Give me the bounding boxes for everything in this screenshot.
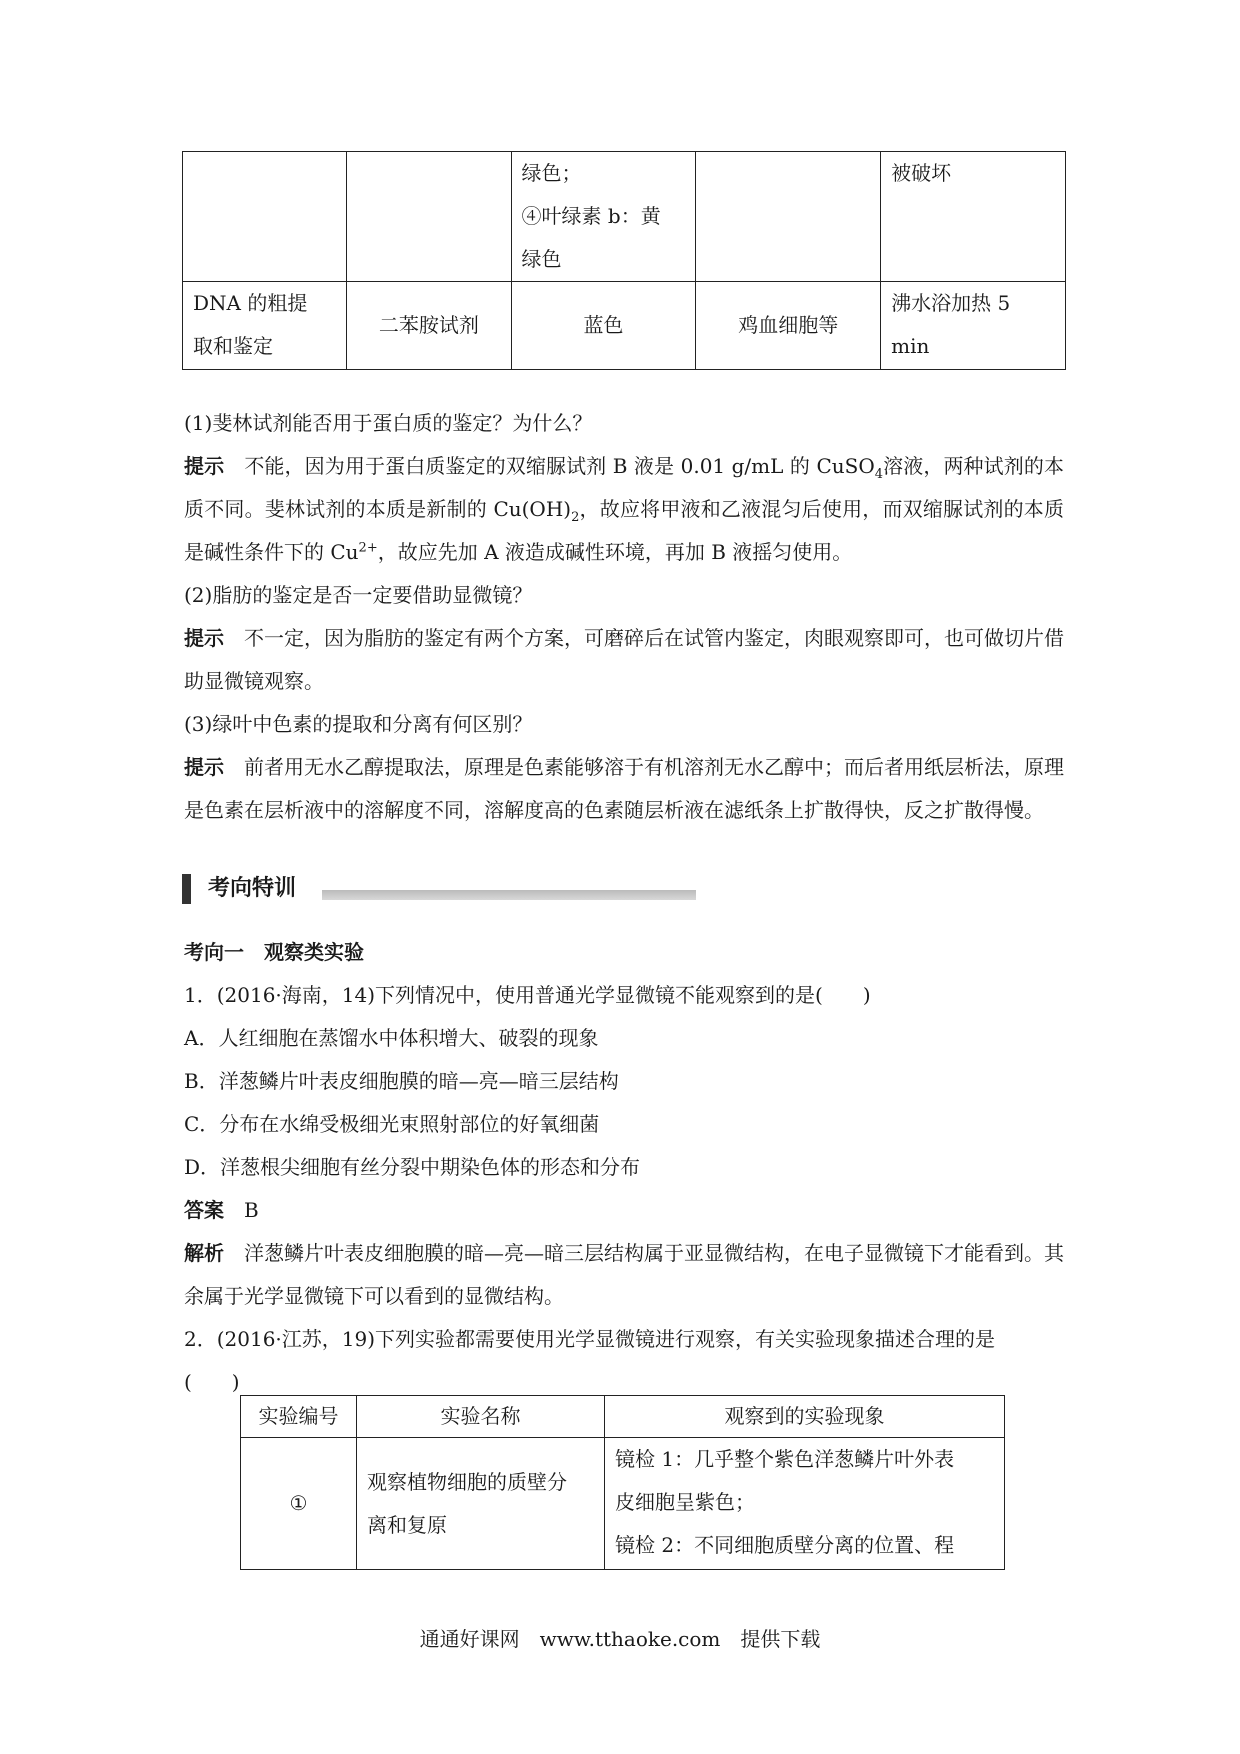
question-text: (3)绿叶中色素的提取和分离有何区别？ — [184, 712, 533, 736]
hint-paragraph — [184, 617, 1064, 703]
question-block-3 — [184, 703, 1064, 832]
table-cell — [183, 282, 347, 370]
superscript: 2+ — [358, 540, 378, 556]
hint-label: 提示 — [184, 454, 225, 478]
table-cell — [696, 152, 881, 282]
option-d: D．洋葱根尖细胞有丝分裂中期染色体的形态和分布 — [184, 1155, 641, 1179]
table-row — [183, 152, 1066, 282]
answer-line — [184, 1189, 1064, 1232]
cell-line: 观察植物细胞的质壁分 — [367, 1469, 567, 1494]
section-rule — [322, 890, 696, 900]
question-stem: 2．(2016·江苏，19)下列实验都需要使用光学显微镜进行观察，有关实验现象描述合理的是 — [184, 1327, 996, 1351]
analysis-text: 洋葱鳞片叶表皮细胞膜的暗—亮—暗三层结构属于亚显微结构，在电子显微镜下才能看到。其余属于光学显微镜下可以看到的显微结构。 — [184, 1241, 1064, 1308]
option-c: C．分布在水绵受极细光束照射部位的好氧细菌 — [184, 1112, 600, 1136]
hint-label: 提示 — [184, 626, 224, 650]
analysis-paragraph — [184, 1232, 1064, 1318]
column-header: 实验编号 — [241, 1396, 357, 1438]
table-row — [183, 282, 1066, 370]
hint-text: 不一定，因为脂肪的鉴定有两个方案，可磨碎后在试管内鉴定，肉眼观察即可，也可做切片借助显微镜观察。 — [184, 626, 1064, 693]
table-cell: 被破坏 — [881, 152, 1066, 282]
hint-text: 不能，因为用于蛋白质鉴定的双缩脲试剂 B 液是 0.01 g/mL 的 CuSO — [244, 454, 875, 478]
cell-line: 取和鉴定 — [193, 334, 273, 358]
reagent-table — [182, 151, 1066, 370]
subscript: 2 — [571, 510, 580, 525]
cell-line: DNA 的粗提 — [193, 291, 308, 315]
cell-line: 离和复原 — [367, 1512, 447, 1537]
cell-line: 绿色； — [521, 161, 582, 185]
exercise-block-1 — [184, 931, 1064, 1404]
question-stem: 1．(2016·海南，14)下列情况中，使用普通光学显微镜不能观察到的是( ) — [184, 983, 871, 1007]
section-header — [182, 870, 702, 910]
hint-text: 前者用无水乙醇提取法，原理是色素能够溶于有机溶剂无水乙醇中；而后者用纸层析法，原理是色素在层析液中的溶解度不同，溶解度高的色素随层析液在滤纸条上扩散得快，反之扩散得慢。 — [184, 755, 1064, 822]
question-text: (2)脂肪的鉴定是否一定要借助显微镜？ — [184, 583, 533, 607]
option-b: B．洋葱鳞片叶表皮细胞膜的暗—亮—暗三层结构 — [184, 1069, 619, 1093]
answer-value: B — [244, 1198, 259, 1222]
experiment-table — [240, 1395, 1005, 1570]
question-text: (1)斐林试剂能否用于蛋白质的鉴定？为什么？ — [184, 411, 593, 435]
analysis-label: 解析 — [184, 1241, 224, 1265]
cell-line: 镜检 2：不同细胞质壁分离的位置、程 — [615, 1533, 955, 1557]
table-cell: 蓝色 — [511, 282, 696, 370]
hint-label: 提示 — [184, 755, 224, 779]
answer-label: 答案 — [184, 1198, 224, 1222]
hint-paragraph — [184, 445, 1064, 574]
hint-paragraph — [184, 746, 1064, 832]
question-block-2 — [184, 574, 1064, 703]
table-cell: ① — [241, 1438, 357, 1570]
cell-line: 绿色 — [521, 247, 562, 271]
option-a: A．人红细胞在蒸馏水中体积增大、破裂的现象 — [184, 1026, 599, 1050]
page-footer: 通通好课网 www.tthaoke.com 提供下载 — [419, 1627, 821, 1651]
table-cell — [183, 152, 347, 282]
table-cell: 二苯胺试剂 — [347, 282, 511, 370]
hint-text: ，故应将甲液和乙液混匀后使用，而双缩脲试剂的本质是碱性条件下的 Cu — [184, 497, 1064, 564]
table-cell — [357, 1438, 605, 1570]
answer-blank: ( ) — [184, 1370, 240, 1394]
hint-text: ，故应先加 A 液造成碱性环境，再加 B 液摇匀使用。 — [377, 540, 853, 564]
subscript: 4 — [874, 467, 884, 482]
table-cell — [605, 1438, 1005, 1570]
table-cell — [347, 152, 511, 282]
cell-line: 皮细胞呈紫色； — [615, 1490, 755, 1514]
question-block-1 — [184, 402, 1064, 574]
cell-line: 镜检 1：几乎整个紫色洋葱鳞片叶外表 — [615, 1447, 955, 1471]
table-cell — [881, 282, 1066, 370]
table-cell: 鸡血细胞等 — [696, 282, 881, 370]
cell-line: 沸水浴加热 5 — [891, 291, 1011, 315]
section-bar — [182, 874, 191, 904]
table-cell — [511, 152, 696, 282]
column-header: 观察到的实验现象 — [605, 1396, 1005, 1438]
section-title: 考向特训 — [208, 876, 297, 901]
hint-text: 溶液，两种试剂的本质不同。斐林试剂的本质是新制的 Cu(OH) — [184, 454, 1064, 521]
cell-line: ④叶绿素 b：黄 — [521, 204, 661, 228]
subsection-title: 考向一 观察类实验 — [184, 940, 364, 964]
column-header: 实验名称 — [357, 1396, 605, 1438]
table-header-row — [241, 1396, 1005, 1438]
table-row — [241, 1438, 1005, 1570]
cell-line: min — [891, 334, 930, 358]
